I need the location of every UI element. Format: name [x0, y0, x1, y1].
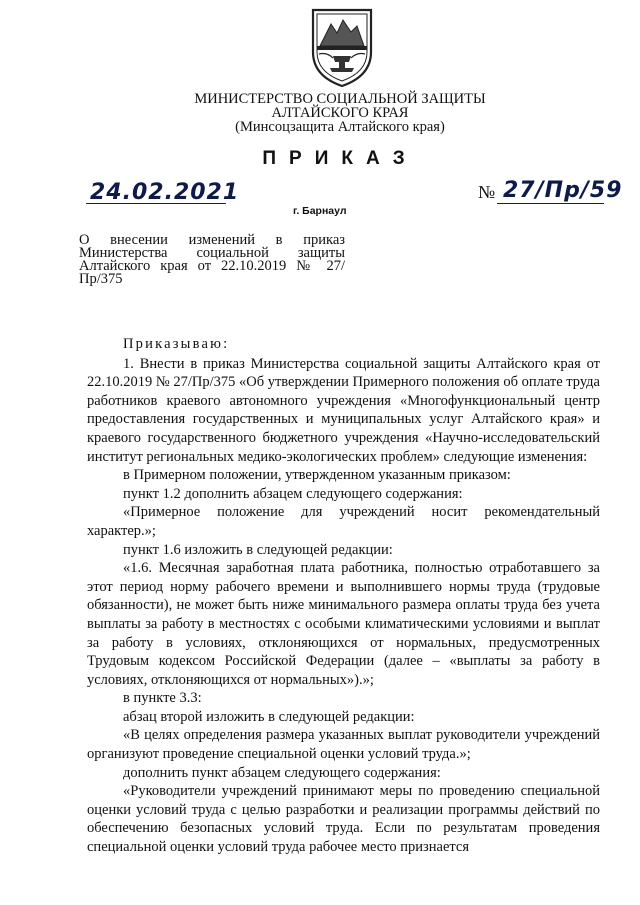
handwritten-number: 27/Пр/59	[503, 178, 623, 203]
ministry-name-line2: АЛТАЙСКОГО КРАЯ	[271, 105, 409, 121]
body-paragraph: пункт 1.6 изложить в следующей редакции:	[123, 541, 393, 558]
body-paragraph: «1.6. Месячная заработная плата работника, полностью отработавшего за этот период норму рабочего времени и выполнившего нормы труда (трудовые обязанности), не может быть ниже минимального размера оплаты труда без учета выплаты за работу в местностях с особыми климатическими условиями и выплат за работу в условиях, отклоняющихся от нормальных, предусмотренных Трудовым кодексом Российской Федерации (далее – «выплаты за работу в условиях, отклоняющихся от нормальных»).»;	[87, 560, 600, 688]
ministry-short-name: (Минсоцзащита Алтайского края)	[235, 119, 445, 135]
order-subject: О внесении изменений в приказ Министерства социальной защиты Алтайского края от 22.10.2019 № 27/Пр/375	[79, 232, 345, 287]
body-paragraph: «Примерное положение для учреждений носит рекомендательный характер.»;	[87, 504, 600, 539]
handwritten-date: 24.02.2021	[90, 180, 240, 205]
body-paragraph: дополнить пункт абзацем следующего содержания:	[123, 764, 441, 781]
coat-of-arms-icon	[307, 6, 377, 90]
order-body	[87, 335, 600, 857]
date-underline	[86, 203, 226, 204]
body-paragraph: 1. Внести в приказ Министерства социальной защиты Алтайского края от 22.10.2019 № 27/Пр/375 «Об утверждении Примерного положения об оплате труда работников краевого автономного учреждения «Многофункциональный центр предоставления государственных и муниципальных услуг Алтайского края» и краевого государственного бюджетного учреждения «Научно-исследовательский институт региональных медико-экологических проблем» следующие изменения:	[87, 355, 600, 465]
ministry-name-line1: МИНИСТЕРСТВО СОЦИАЛЬНОЙ ЗАЩИТЫ	[194, 91, 486, 107]
body-paragraph: пункт 1.2 дополнить абзацем следующего содержания:	[123, 485, 463, 502]
document-type-title: ПРИКАЗ	[262, 148, 418, 169]
city-label: г. Барнаул	[293, 205, 347, 217]
number-underline	[497, 203, 604, 204]
body-paragraph: «В целях определения размера указанных выплат руководители учреждений организуют проведение специальной оценки условий труда.»;	[87, 727, 600, 763]
number-label: №	[478, 182, 496, 202]
body-paragraph: абзац второй изложить в следующей редакции:	[123, 708, 415, 725]
body-paragraph: Приказываю:	[123, 336, 230, 352]
ministry-header	[140, 92, 540, 134]
body-paragraph: в Примерном положении, утвержденном указанным приказом:	[123, 467, 511, 484]
body-paragraph: в пункте 3.3:	[123, 690, 202, 707]
body-paragraph: «Руководители учреждений принимают меры по проведению специальной оценки условий труда с целью разработки и реализации программы действий по обеспечению безопасных условий труда. Если по результатам проведения специальной оценки условий труда рабочее место признается	[87, 783, 600, 856]
